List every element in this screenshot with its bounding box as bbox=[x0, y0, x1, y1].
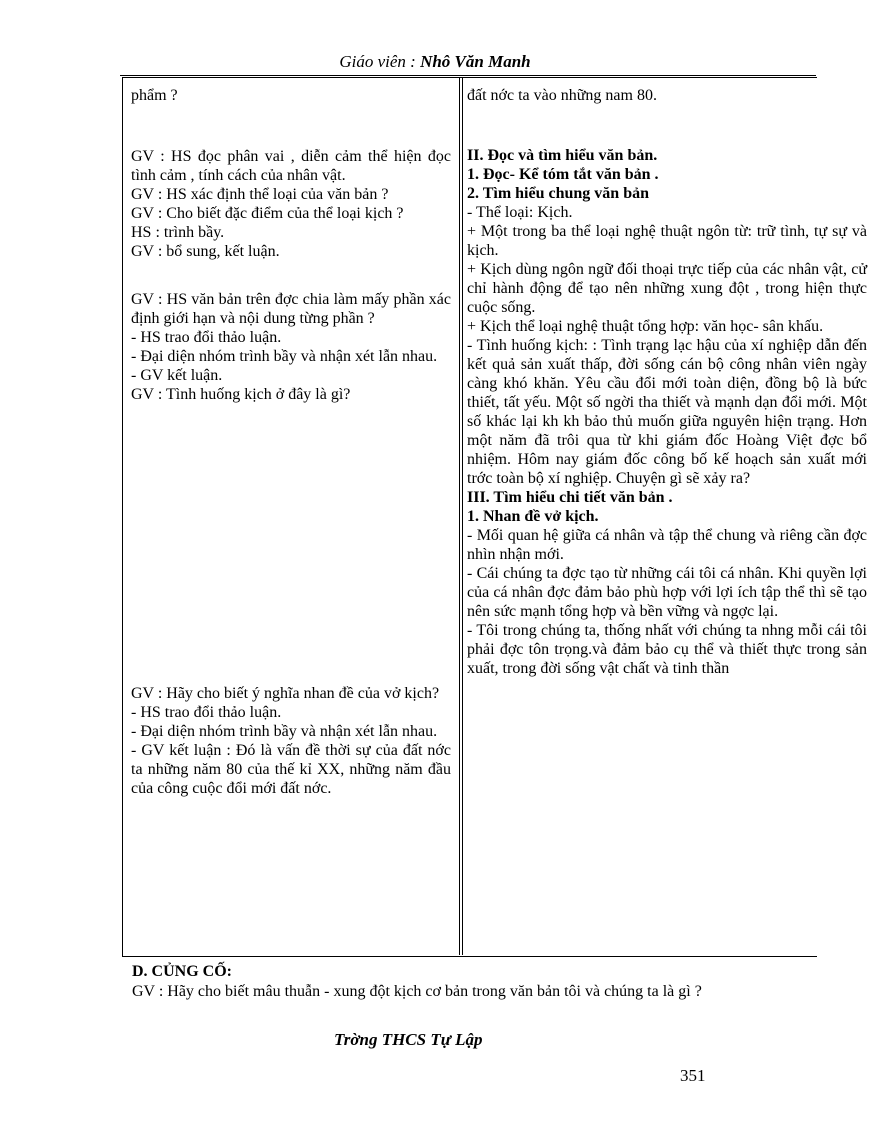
header-prefix: Giáo viên : bbox=[339, 52, 421, 71]
left-line: GV : HS đọc phân vai , diễn cảm thể hiện đọc tình cảm , tính cách của nhân vật. bbox=[131, 148, 451, 184]
left-block-1 bbox=[131, 147, 451, 261]
right-block-1 bbox=[467, 146, 867, 678]
left-line: GV : Hãy cho biết ý nghĩa nhan đề của vở kịch? bbox=[131, 685, 440, 702]
left-line: - HS trao đổi thảo luận. bbox=[131, 704, 282, 721]
section-heading: 2. Tìm hiểu chung văn bản bbox=[467, 185, 649, 202]
right-line: + Kịch thể loại nghệ thuật tổng hợp: văn học- sân khấu. bbox=[467, 318, 824, 335]
section-heading: III. Tìm hiểu chi tiết văn bản . bbox=[467, 489, 673, 506]
section-heading: II. Đọc và tìm hiểu văn bản. bbox=[467, 147, 658, 164]
right-line: + Một trong ba thể loại nghệ thuật ngôn từ: trữ tình, tự sự và kịch. bbox=[467, 223, 867, 259]
left-block-3 bbox=[131, 684, 451, 798]
left-line: GV : Cho biết đặc điểm của thể loại kịch ? bbox=[131, 205, 404, 222]
left-line: GV : HS xác định thể loại của văn bản ? bbox=[131, 186, 389, 203]
page-number: 351 bbox=[680, 1066, 706, 1085]
left-line: GV : bổ sung, kết luận. bbox=[131, 243, 280, 260]
left-line: - Đại diện nhóm trình bầy và nhận xét lẫn nhau. bbox=[131, 348, 438, 365]
column-divider bbox=[459, 77, 460, 955]
page-header bbox=[0, 52, 870, 72]
right-column-clip bbox=[463, 78, 867, 954]
left-line: GV : Tình huống kịch ở đây là gì? bbox=[131, 386, 351, 403]
right-line: + Kịch dùng ngôn ngữ đối thoại trực tiếp của các nhân vật, cử chỉ hành động để tạo nên những xung đột , trong hiện thực cuộc sống. bbox=[467, 261, 867, 316]
right-line: - Mối quan hệ giữa cá nhân và tập thể chung và riêng cần đợc nhìn nhận mới. bbox=[467, 527, 867, 563]
left-text: phẩm ? bbox=[131, 87, 178, 104]
right-text: đất nớc ta vào những nam 80. bbox=[467, 87, 657, 104]
teacher-name: Nhô Văn Manh bbox=[420, 52, 531, 71]
left-line: GV : HS văn bản trên đợc chia làm mấy phần xác định giới hạn và nội dung từng phần ? bbox=[131, 291, 451, 327]
section-heading: 1. Đọc- Kể tóm tắt văn bản . bbox=[467, 166, 659, 183]
section-heading: 1. Nhan đề vở kịch. bbox=[467, 508, 599, 525]
left-block-0 bbox=[131, 86, 451, 105]
right-block-0 bbox=[467, 86, 817, 105]
section-question: GV : Hãy cho biết mâu thuẫn - xung đột kịch cơ bản trong văn bản tôi và chúng ta là gì ? bbox=[132, 983, 702, 1000]
section-title: D. CỦNG CỐ: bbox=[132, 963, 232, 980]
left-block-2 bbox=[131, 290, 451, 404]
left-line: HS : trình bầy. bbox=[131, 224, 225, 241]
right-line: - Cái chúng ta đợc tạo từ những cái tôi cá nhân. Khi quyền lợi của cá nhân đợc đảm bảo phù hợp với lợi ích tập thể thì sẽ tạo nên sức mạnh tổng hợp và bền vững và ngợc lại. bbox=[467, 565, 867, 620]
right-line: - Tôi trong chúng ta, thống nhất với chúng ta nhng mỗi cái tôi phải đợc tôn trọng.và đảm bảo cụ thể và thiết thực trong sản xuất, trong đời sống vật chất và tinh thần bbox=[467, 622, 867, 677]
left-line: - GV kết luận. bbox=[131, 367, 223, 384]
right-line: - Thể loại: Kịch. bbox=[467, 204, 573, 221]
header-rule bbox=[120, 75, 816, 76]
school-name: Trờng THCS Tự Lập bbox=[334, 1030, 483, 1049]
right-line: - Tình huống kịch: : Tình trạng lạc hậu của xí nghiệp dẫn đến kết quả sản xuất thấp, đời sống cán bộ công nhân viên ngày càng khó khăn. Yêu cầu đổi mới toàn diện, đồng bộ là bức thiết, tất yếu. Một số ngời tha thiết và mạnh dạn đổi mới. Một số khác lại kh kh bảo thủ muốn giữa nguyên hiện trạng. Hơn một năm đã trôi qua từ khi giám đốc Hoàng Việt đợc bổ nhiệm. Hôm nay giám đốc công bố kế hoạch sản xuất mới trớc toàn bộ xí nghiệp. Chuyện gì sẽ xảy ra? bbox=[467, 337, 867, 487]
left-line: - Đại diện nhóm trình bầy và nhận xét lẫn nhau. bbox=[131, 723, 438, 740]
left-line: - GV kết luận : Đó là vấn đề thời sự của đất nớc ta những năm 80 của thế kỉ XX, những năm đầu của công cuộc đổi mới đất nớc. bbox=[131, 742, 451, 797]
left-line: - HS trao đổi thảo luận. bbox=[131, 329, 282, 346]
